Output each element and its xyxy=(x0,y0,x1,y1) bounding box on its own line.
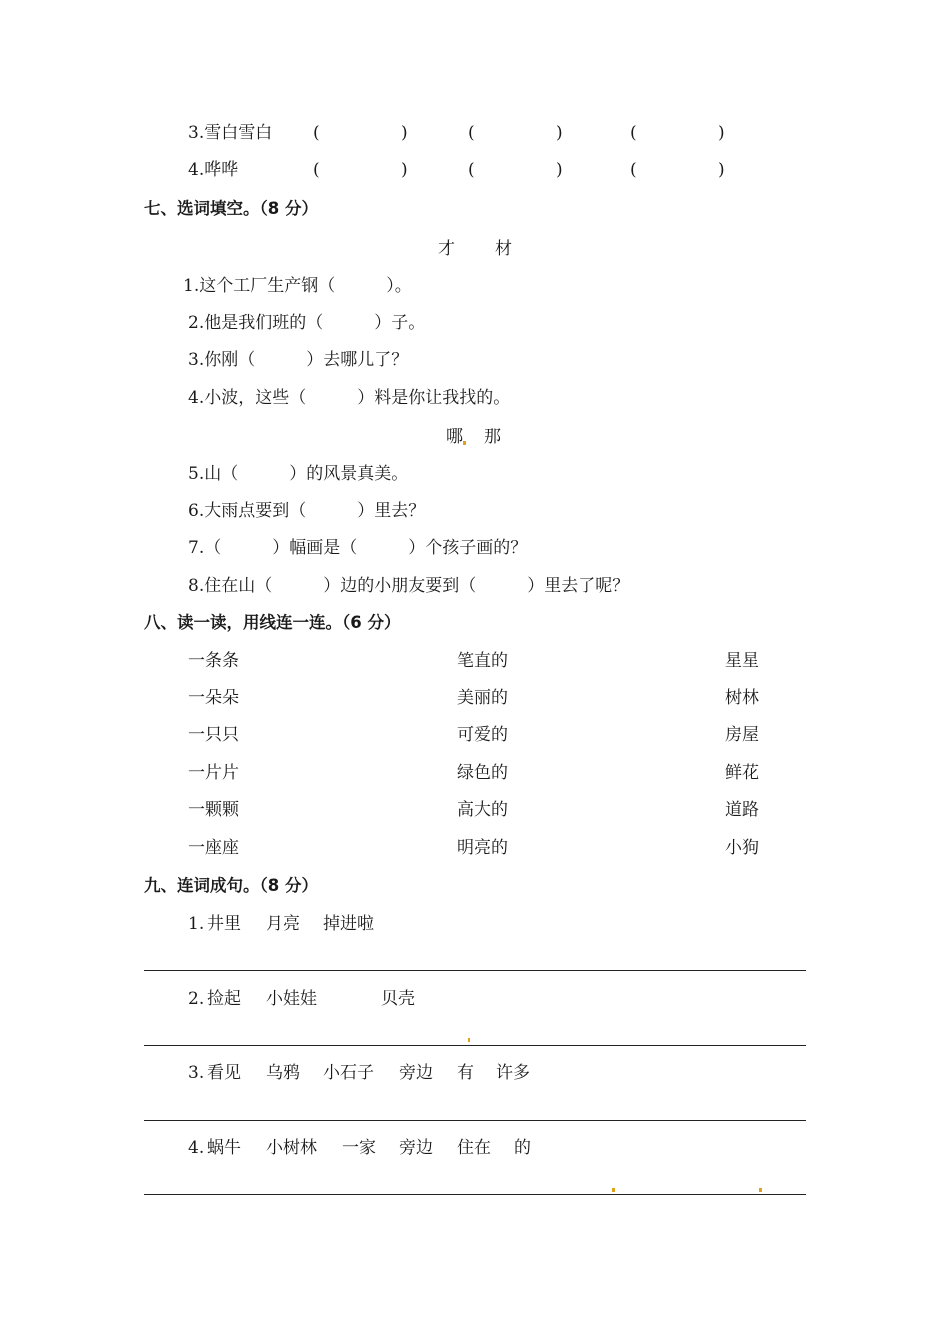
word-tile: 捡起 xyxy=(207,989,241,1009)
word-tile: 蜗牛 xyxy=(207,1138,241,1158)
match-word: 一只只 xyxy=(188,725,239,745)
word-tile: 住在 xyxy=(457,1138,491,1158)
match-word: 星星 xyxy=(725,651,759,671)
match-word: 明亮的 xyxy=(457,838,508,858)
fill-item-6: 6.大雨点要到（ ）里去？ xyxy=(188,501,426,521)
word-tile: 的 xyxy=(514,1138,531,1158)
section-8-title: 八、读一读，用线连一连。（6 分） xyxy=(144,613,401,632)
open-paren: ( xyxy=(630,123,637,143)
match-word: 高大的 xyxy=(457,800,508,820)
word-tile: 乌鸦 xyxy=(266,1063,300,1083)
word-tile: 小娃娃 xyxy=(266,989,317,1009)
close-paren: ) xyxy=(556,123,563,143)
close-paren: ) xyxy=(401,123,408,143)
close-paren: ) xyxy=(401,160,408,180)
item-number: 4. xyxy=(188,1138,205,1158)
word-tile: 有 xyxy=(457,1063,474,1083)
word-tile: 掉进啦 xyxy=(323,914,374,934)
stray-mark xyxy=(759,1188,762,1192)
match-word: 房屋 xyxy=(725,725,759,745)
close-paren: ) xyxy=(556,160,563,180)
match-word: 美丽的 xyxy=(457,688,508,708)
fill-item-1: 1.这个工厂生产钢（ ）。 xyxy=(183,276,412,296)
word-tile: 小石子 xyxy=(323,1063,374,1083)
word-tile: 看见 xyxy=(207,1063,241,1083)
match-word: 一条条 xyxy=(188,651,239,671)
word-tile: 旁边 xyxy=(399,1063,433,1083)
word-choice: 哪 xyxy=(446,427,463,447)
fill-item-3: 3.你刚（ ）去哪儿了？ xyxy=(188,350,409,370)
word-tile: 一家 xyxy=(342,1138,376,1158)
section-7-title: 七、选词填空。（8 分） xyxy=(144,199,318,218)
word-tile: 月亮 xyxy=(266,914,300,934)
fill-item-8: 8.住在山（ ）边的小朋友要到（ ）里去了呢？ xyxy=(188,576,630,596)
match-word: 树林 xyxy=(725,688,759,708)
item-number: 1. xyxy=(188,914,205,934)
match-word: 可爱的 xyxy=(457,725,508,745)
stray-mark xyxy=(612,1188,615,1192)
fill-item-7: 7.（ ）幅画是（ ）个孩子画的？ xyxy=(188,538,528,558)
item-number: 3. xyxy=(188,1063,205,1083)
answer-line[interactable] xyxy=(144,1120,806,1121)
fill-item-5: 5.山（ ）的风景真美。 xyxy=(188,464,409,484)
close-paren: ) xyxy=(718,160,725,180)
word-choice: 才 xyxy=(438,239,455,259)
word-tile: 井里 xyxy=(207,914,241,934)
row-label: 4.哗哗 xyxy=(188,160,239,180)
stray-mark xyxy=(463,441,466,445)
match-word: 笔直的 xyxy=(457,651,508,671)
match-word: 一座座 xyxy=(188,838,239,858)
match-word: 绿色的 xyxy=(457,763,508,783)
word-tile: 旁边 xyxy=(399,1138,433,1158)
match-word: 小狗 xyxy=(725,838,759,858)
word-tile: 许多 xyxy=(496,1063,530,1083)
item-number: 2. xyxy=(188,989,205,1009)
close-paren: ) xyxy=(718,123,725,143)
fill-item-2: 2.他是我们班的（ ）子。 xyxy=(188,313,426,333)
match-word: 一颗颗 xyxy=(188,800,239,820)
row-label: 3.雪白雪白 xyxy=(188,123,273,143)
match-word: 鲜花 xyxy=(725,763,759,783)
answer-line[interactable] xyxy=(144,1045,806,1046)
word-choice: 材 xyxy=(495,239,512,259)
answer-line[interactable] xyxy=(144,1194,806,1195)
word-tile: 小树林 xyxy=(266,1138,317,1158)
word-choice: 那 xyxy=(484,427,501,447)
open-paren: ( xyxy=(468,160,475,180)
open-paren: ( xyxy=(313,123,320,143)
word-tile: 贝壳 xyxy=(381,989,415,1009)
fill-item-4: 4.小波，这些（ ）料是你让我找的。 xyxy=(188,388,511,408)
stray-mark xyxy=(468,1038,470,1042)
section-9-title: 九、连词成句。（8 分） xyxy=(144,876,318,895)
match-word: 一朵朵 xyxy=(188,688,239,708)
answer-line[interactable] xyxy=(144,970,806,971)
open-paren: ( xyxy=(468,123,475,143)
match-word: 一片片 xyxy=(188,763,239,783)
open-paren: ( xyxy=(313,160,320,180)
open-paren: ( xyxy=(630,160,637,180)
match-word: 道路 xyxy=(725,800,759,820)
